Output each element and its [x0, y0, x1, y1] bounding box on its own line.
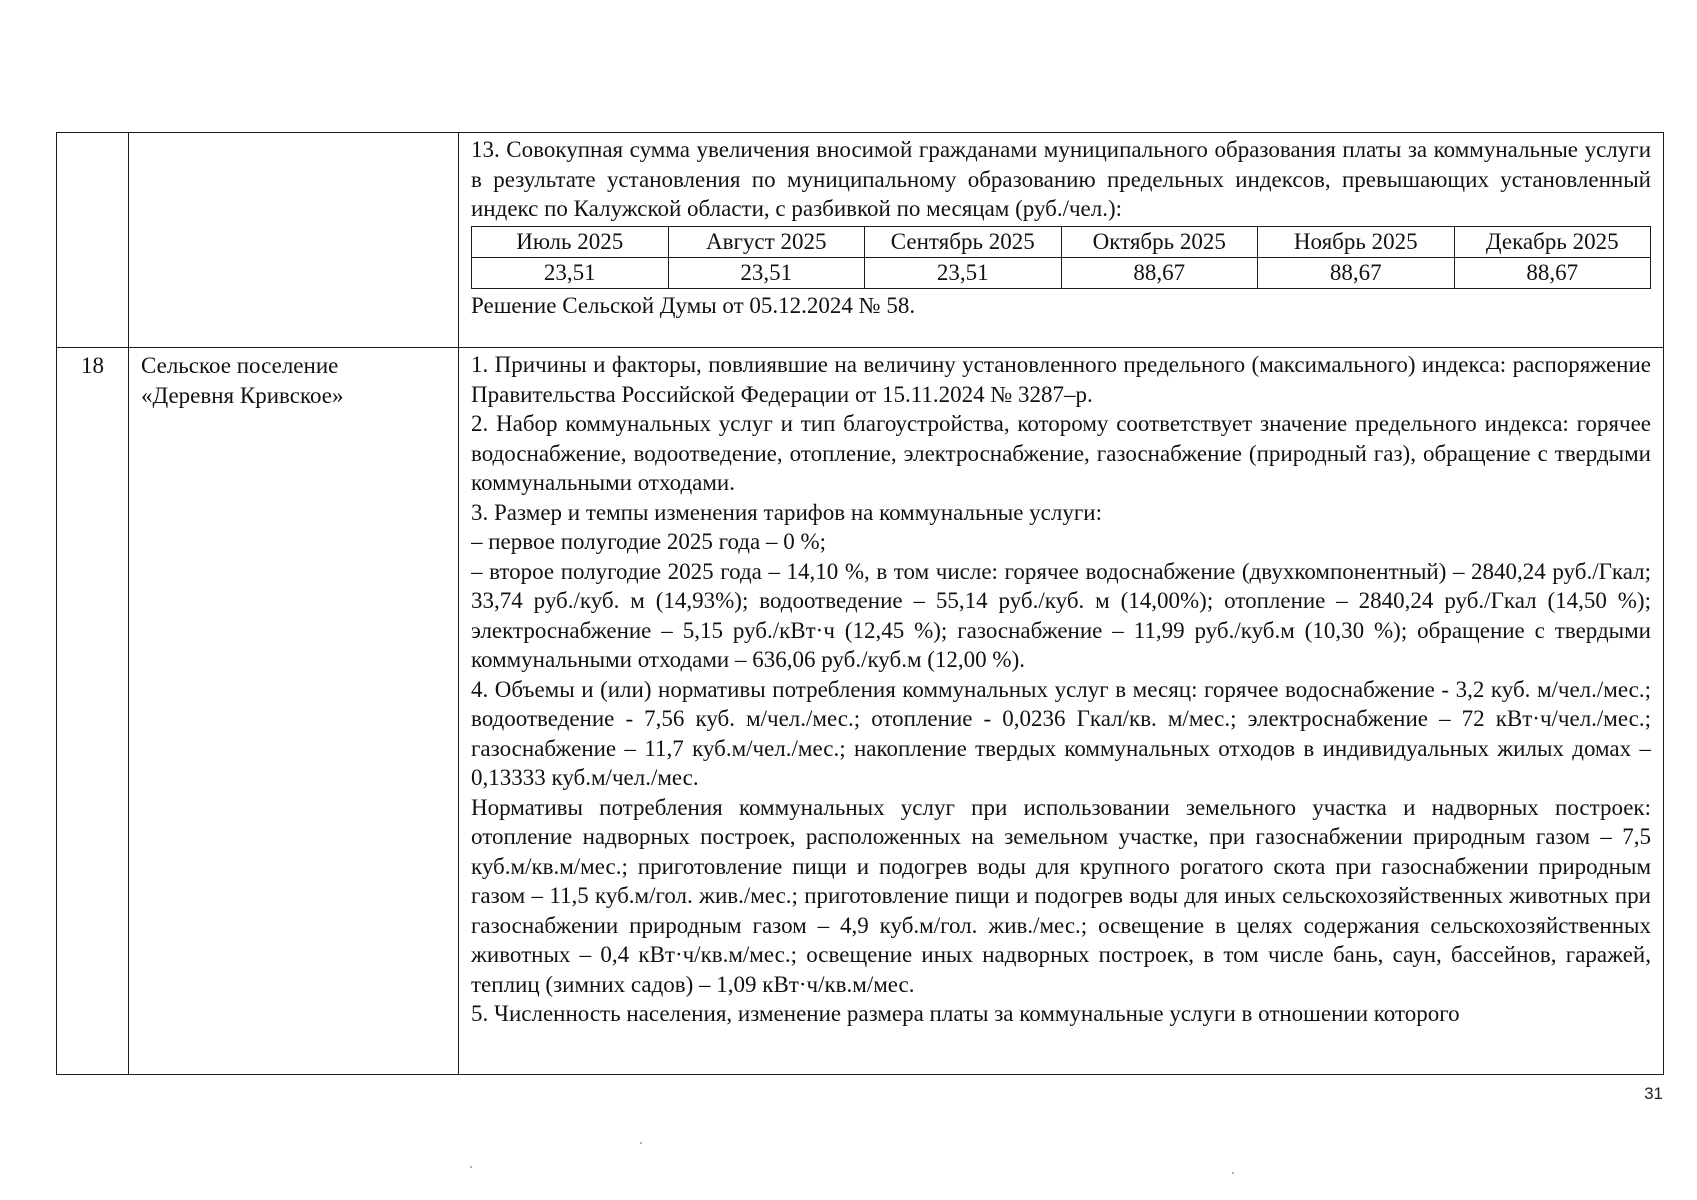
decision-reference: Решение Сельской Думы от 05.12.2024 № 58.	[471, 292, 916, 318]
monthly-increase-table	[471, 226, 1651, 289]
months-header-row	[472, 226, 1651, 257]
table-row	[57, 133, 1664, 348]
month-header: Август 2025	[668, 226, 865, 257]
paragraph: – второе полугодие 2025 года – 14,10 %, в том числе: горячее водоснабжение (двухкомпонентный) – 2840,24 руб./Гкал; 33,74 руб./куб. м (14,93%); водоотведение – 55,14 руб./куб. м (14,00%); отопление – 2840,24 руб./Гкал (14,50 %); электроснабжение – 5,15 руб./кВт·ч (12,45 %); газоснабжение – 11,99 руб./куб.м (10,30 %); обращение с твердыми коммунальными отходами – 636,06 руб./куб.м (12,00 %).	[471, 558, 1651, 672]
item-13-text: 13. Совокупная сумма увеличения вносимой гражданами муниципального образования платы за коммунальные услуги в результате установления по муниципальному образованию предельных индексов, превышающих установленный индекс по Калужской области, с разбивкой по месяцам (руб./чел.):	[471, 137, 1651, 221]
month-value: 23,51	[865, 257, 1062, 288]
municipality-name-line: Сельское поселение	[141, 353, 339, 378]
paragraph: – первое полугодие 2025 года – 0 %;	[471, 529, 827, 554]
months-values-row	[472, 257, 1651, 288]
month-value: 88,67	[1454, 257, 1651, 288]
month-header: Июль 2025	[472, 226, 669, 257]
row-number-cell: 18	[57, 348, 129, 1075]
month-header: Ноябрь 2025	[1258, 226, 1455, 257]
paragraph: 5. Численность населения, изменение размера платы за коммунальные услуги в отношении которого	[471, 1001, 1460, 1026]
municipality-name-cell	[129, 133, 459, 348]
month-value: 23,51	[668, 257, 865, 288]
month-header: Октябрь 2025	[1061, 226, 1258, 257]
scan-speck	[640, 1142, 642, 1144]
municipality-name-line: «Деревня Кривское»	[141, 383, 344, 408]
page-number: 31	[1644, 1084, 1663, 1103]
paragraph: 1. Причины и факторы, повлиявшие на величину установленного предельного (максимального) индекса: распоряжение Правительства Российской Федерации от 15.11.2024 № 3287–р.	[471, 352, 1651, 407]
municipality-name-cell	[129, 348, 459, 1075]
document-table	[56, 132, 1664, 1075]
paragraph: Нормативы потребления коммунальных услуг при использовании земельного участка и надворных построек: отопление надворных построек, расположенных на земельном участке, при газоснабжении природным газом – 7,5 куб.м/кв.м/мес.; приготовление пищи и подогрев воды для крупного рогатого скота при газоснабжении природным газом – 11,5 куб.м/гол. жив./мес.; приготовление пищи и подогрев воды для иных сельскохозяйственных животных при газоснабжении природным газом – 4,9 куб.м/гол. жив./мес.; освещение в целях содержания сельскохозяйственных животных – 0,4 кВт·ч/кв.м/мес.; освещение иных надворных построек, в том числе бань, саун, бассейнов, гаражей, теплиц (зимних садов) – 1,09 кВт·ч/кв.м/мес.	[471, 794, 1651, 997]
paragraph: 4. Объемы и (или) нормативы потребления коммунальных услуг в месяц: горячее водоснабжение - 3,2 куб. м/чел./мес.; водоотведение - 7,56 куб. м/чел./мес.; отопление - 0,0236 Гкал/кв. м/мес.; электроснабжение – 72 кВт·ч/чел./мес.; газоснабжение – 11,7 куб.м/чел./мес.; накопление твердых коммунальных отходов в индивидуальных жилых домах – 0,13333 куб.м/чел./мес.	[471, 676, 1651, 790]
month-value: 88,67	[1061, 257, 1258, 288]
details-cell	[459, 348, 1664, 1075]
table-row	[57, 348, 1664, 1075]
month-value: 88,67	[1258, 257, 1455, 288]
row-number-cell	[57, 133, 129, 348]
details-cell	[459, 133, 1664, 348]
month-header: Сентябрь 2025	[865, 226, 1062, 257]
scan-speck	[1232, 1172, 1234, 1174]
month-header: Декабрь 2025	[1454, 226, 1651, 257]
paragraph: 2. Набор коммунальных услуг и тип благоустройства, которому соответствует значение предельного индекса: горячее водоснабжение, водоотведение, отопление, электроснабжение, газоснабжение (природный газ), обращение с твердыми коммунальными отходами.	[471, 411, 1651, 495]
paragraph: 3. Размер и темпы изменения тарифов на коммунальные услуги:	[471, 499, 1102, 525]
scan-speck	[470, 1166, 472, 1168]
month-value: 23,51	[472, 257, 669, 288]
